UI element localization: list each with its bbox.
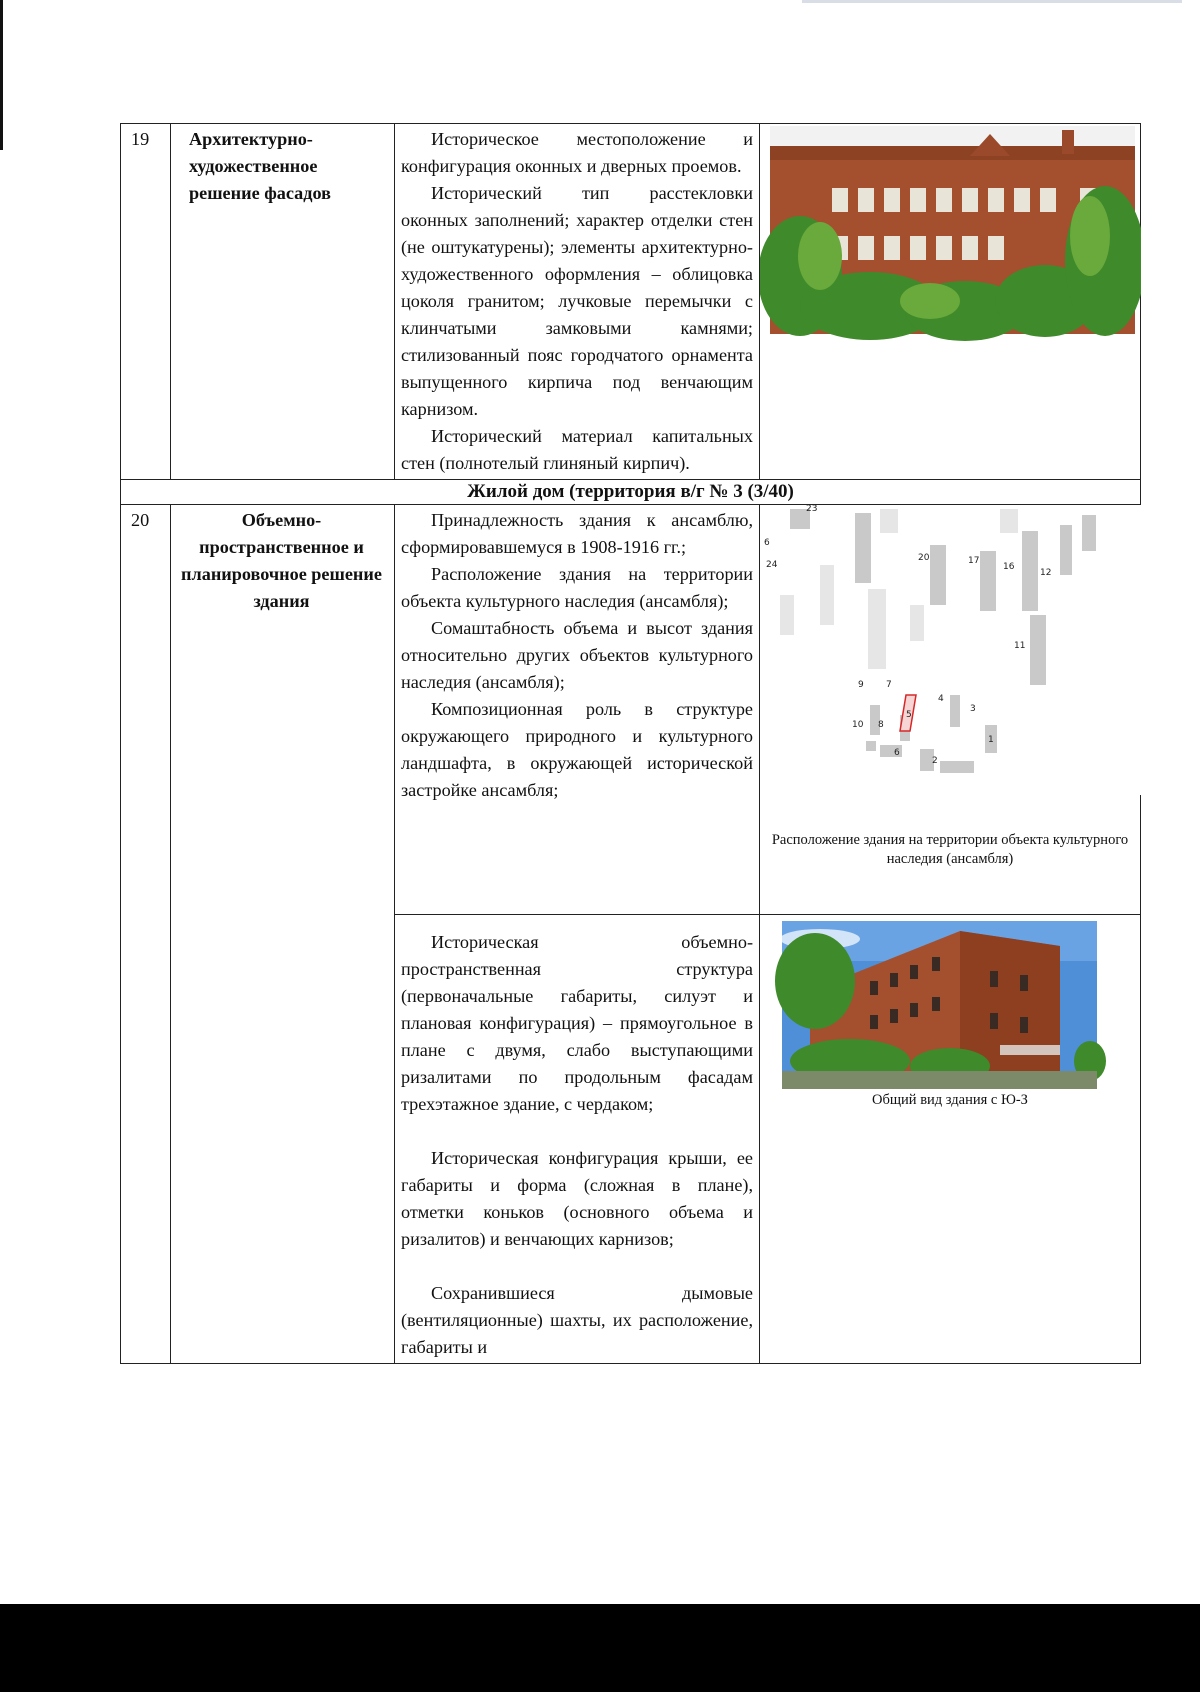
plan-label: 8 [878,720,884,730]
scan-left-edge [0,0,3,150]
description-paragraph: Исторический тип расстекловки оконных заполнений; характер отделки стен (не оштукатурены); элементы архитектурно-художественного оформления – облицовка цоколя гранитом; лучковые перемычки с клинчатыми замковыми камнями; стилизованный пояс городчатого орнамента выпущенного кирпича под венчающим карнизом. [401,183,753,419]
element-description [395,124,760,480]
plan-label: 4 [938,694,944,704]
description-paragraph: Исторический материал капитальных стен (полнотелый глиняный кирпич). [401,426,753,473]
plan-label: 5 [906,710,912,720]
element-name: Объемно-пространственное и планировочное решение здания [171,505,395,1364]
general-view-photo [760,921,1141,1095]
scan-top-stripe [802,0,1182,3]
plan-label: 20 [918,553,930,563]
description-paragraph: Историческое местоположение и конфигурация оконных и дверных проемов. [401,129,753,176]
description-paragraph: Сохранившиеся дымовые (вентиляционные) шахты, их расположение, габариты и [401,1283,753,1357]
section-title: Жилой дом (территория в/г № 3 (3/40) [121,480,1141,505]
description-paragraph: Композиционная роль в структуре окружающего природного и культурного ландшафта, в окружающей исторической застройке ансамбля; [401,699,753,800]
facade-photo [760,126,1141,348]
section-row [121,480,1141,505]
site-plan-map [760,505,1141,795]
plan-label: 16 [1003,562,1015,572]
description-paragraph: Историческая объемно-пространственная структура (первоначальные габариты, силуэт и плановая конфигурация) – прямоугольное в плане с двумя, слабо выступающими ризалитами по продольным фасадам трехэтажное здание, с чердаком; [401,932,753,1114]
plan-label: 6 [764,538,770,548]
site-plan-cell [760,505,1141,915]
description-paragraph: Принадлежность здания к ансамблю, сформировавшемуся в 1908-1916 гг.; [401,510,753,557]
scan-bottom-band [0,1604,1200,1692]
heritage-table [120,123,1141,1364]
element-description [395,915,760,1364]
general-view-caption: Общий вид здания с Ю-З [872,1092,1028,1108]
plan-label: 10 [852,720,864,730]
plan-label: 9 [858,680,864,690]
element-name: Архитектурно-художественное решение фасадов [171,124,395,480]
plan-label: 7 [886,680,892,690]
plan-label: 6 [894,748,900,758]
facade-photo-cell [760,124,1141,480]
plan-label: 2 [932,756,938,766]
description-paragraph: Сомаштабность объема и высот здания относительно других объектов культурного наследия (ансамбля); [401,618,753,692]
description-paragraph: Расположение здания на территории объекта культурного наследия (ансамбля); [401,564,753,611]
plan-label: 3 [970,704,976,714]
element-description [395,505,760,915]
plan-label: 23 [806,505,818,514]
row-number: 20 [121,505,171,1364]
description-paragraph: Историческая конфигурация крыши, ее габариты и форма (сложная в плане), отметки коньков (основного объема и ризалитов) и венчающих карнизов; [401,1148,753,1249]
plan-label: 24 [766,560,778,570]
table-row-19 [121,124,1141,480]
plan-label: 12 [1040,568,1052,578]
site-plan-caption: Расположение здания на территории объекта культурного наследия (ансамбля) [771,832,1129,867]
plan-label: 11 [1014,641,1026,651]
general-view-cell [760,915,1141,1364]
plan-label: 17 [968,556,980,566]
plan-label: 1 [988,735,994,745]
row-number: 19 [121,124,171,480]
table-row-20 [121,505,1141,915]
